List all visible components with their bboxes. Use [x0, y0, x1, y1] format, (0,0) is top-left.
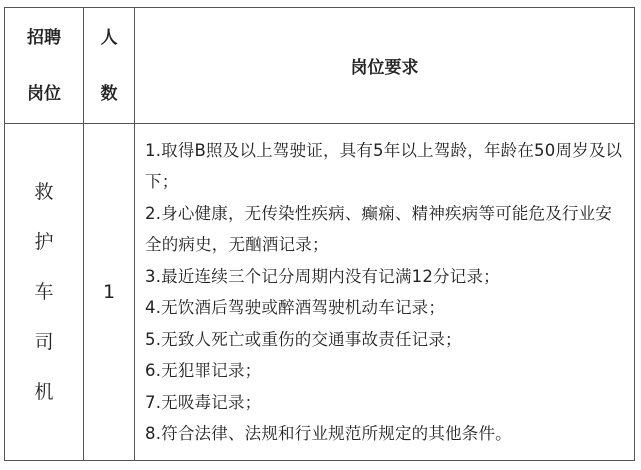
header-count — [84, 8, 135, 124]
requirements-cell — [135, 124, 635, 461]
requirement-item: 7.无吸毒记录； — [145, 392, 262, 412]
header-count-line1: 人 — [100, 27, 118, 48]
requirement-item: 4.无饮酒后驾驶或醉酒驾驶机动车记录； — [145, 298, 446, 317]
table-header-row — [5, 8, 635, 124]
requirements-list — [145, 135, 624, 450]
post-char: 机 — [34, 381, 54, 403]
header-count-line2: 数 — [100, 83, 118, 104]
requirement-item: 8.符合法律、法规和行业规范所规定的其他条件。 — [145, 424, 512, 443]
header-post-line2: 岗位 — [27, 83, 61, 104]
requirement-item: 3.最近连续三个记分周期内没有记满12分记录； — [145, 266, 500, 286]
post-char: 车 — [34, 281, 54, 303]
post-name-cell — [5, 124, 84, 461]
post-char: 救 — [34, 181, 54, 203]
recruitment-table — [4, 7, 635, 461]
header-post-line1: 招聘 — [27, 27, 61, 48]
table-row — [5, 124, 635, 461]
requirement-item: 2.身心健康，无传染性疾病、癫痫、精神疾病等可能危及行业安全的病史，无酗酒记录； — [145, 203, 613, 254]
requirement-item: 5.无致人死亡或重伤的交通事故责任记录； — [145, 329, 462, 349]
post-char: 司 — [34, 331, 54, 353]
requirement-item: 6.无犯罪记录； — [145, 361, 262, 380]
header-requirements: 岗位要求 — [135, 8, 635, 124]
headcount-cell: 1 — [84, 124, 135, 461]
header-post — [5, 8, 84, 124]
post-char: 护 — [34, 231, 54, 253]
requirement-item: 1.取得B照及以上驾驶证，具有5年以上驾龄，年龄在50周岁及以下； — [145, 140, 623, 191]
